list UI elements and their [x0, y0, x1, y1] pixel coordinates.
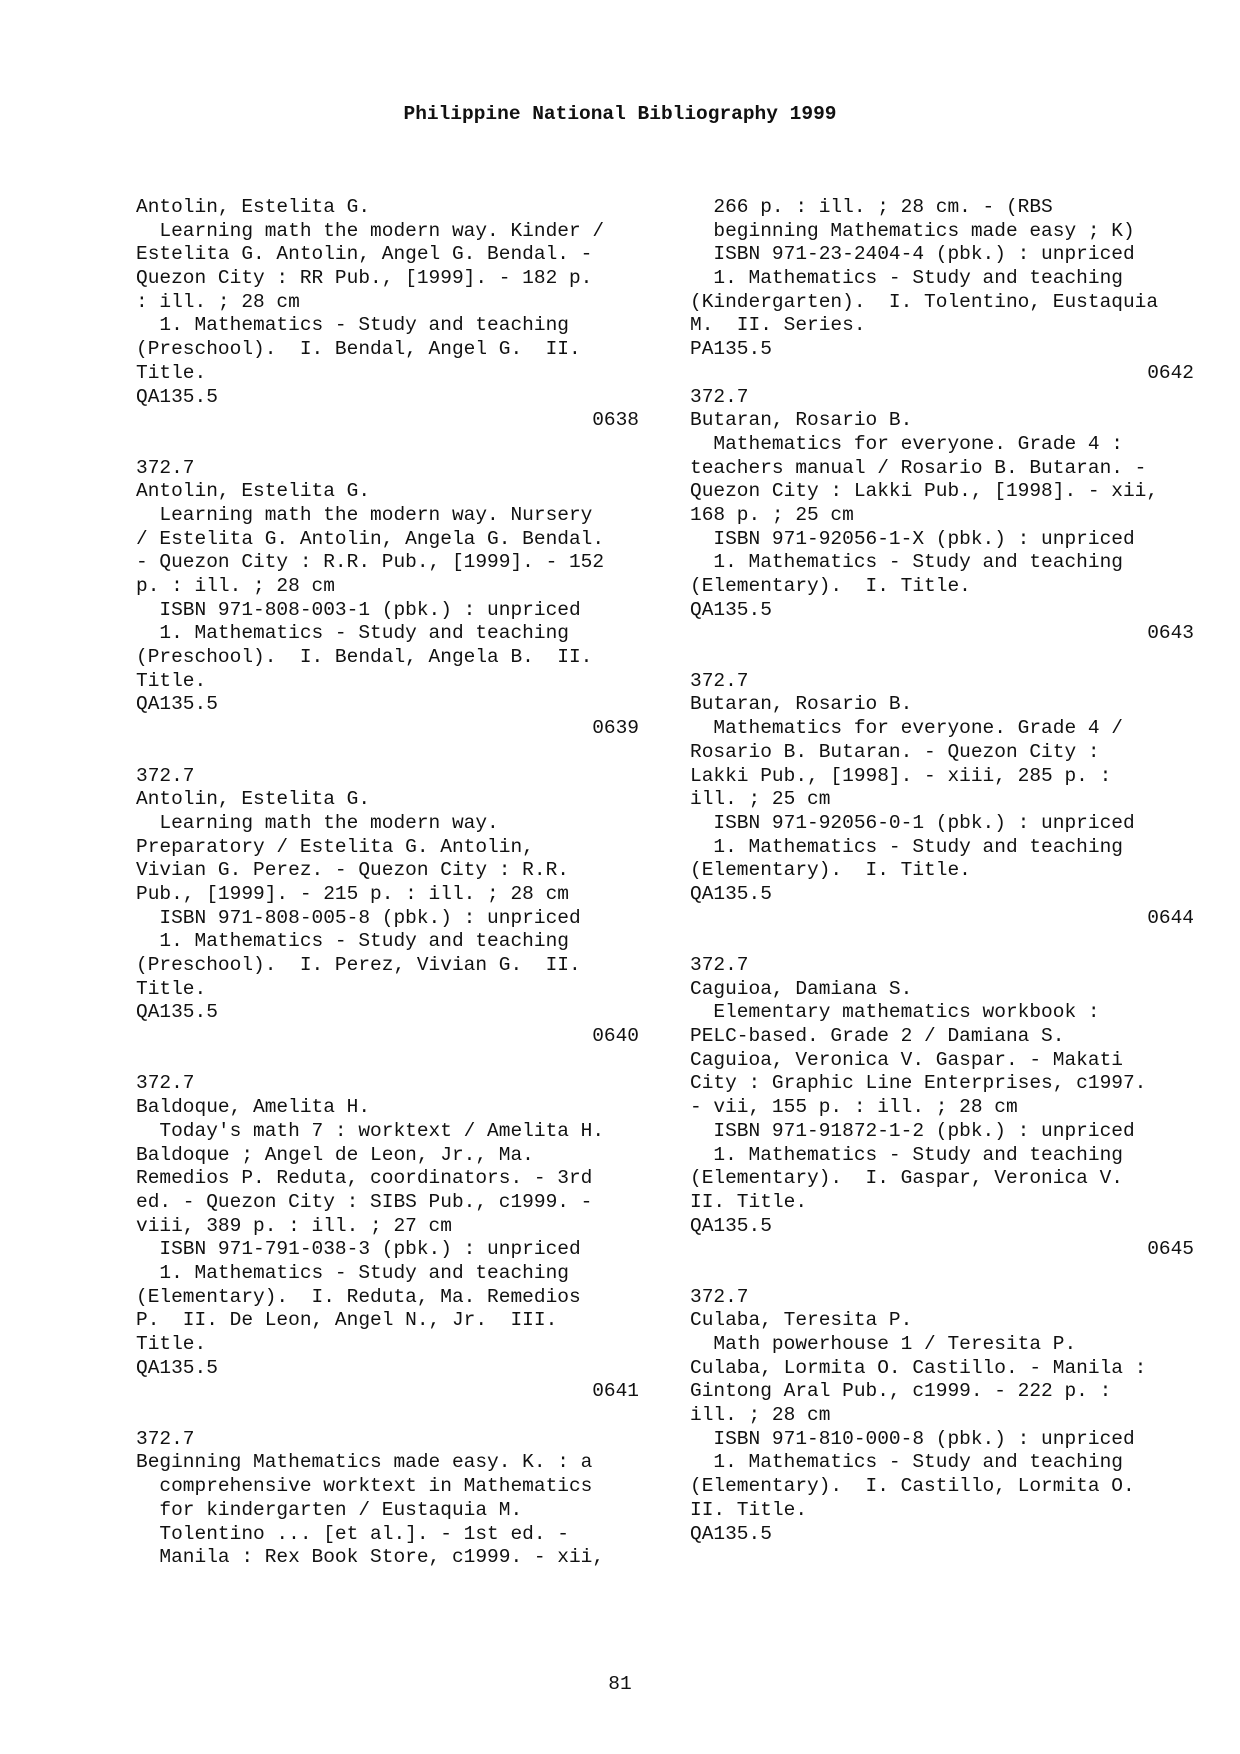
- entry-line: - Quezon City : R.R. Pub., [1999]. - 152: [136, 551, 605, 574]
- entry-line: for kindergarten / Eustaquia M.: [136, 1498, 523, 1521]
- entry-line: Pub., [1999]. - 215 p. : ill. ; 28 cm: [136, 882, 569, 905]
- entry-line: ISBN 971-808-005-8 (pbk.) : unpriced: [136, 906, 581, 929]
- entry-line: Elementary mathematics workbook :: [690, 1001, 1100, 1024]
- entry-line: Learning math the modern way.: [136, 811, 499, 834]
- entry-line: PELC-based. Grade 2 / Damiana S.: [690, 1025, 1065, 1048]
- entry-line: Preparatory / Estelita G. Antolin,: [136, 835, 534, 858]
- entry-line: ISBN 971-92056-0-1 (pbk.) : unpriced: [690, 811, 1135, 834]
- blank-line: [136, 1049, 656, 1073]
- entry-line: Remedios P. Reduta, coordinators. - 3rd: [136, 1167, 593, 1190]
- entry-line: 168 p. ; 25 cm: [690, 503, 854, 526]
- entry-line: Baldoque ; Angel de Leon, Jr., Ma.: [136, 1143, 534, 1166]
- entry-line: QA135.5: [136, 1356, 218, 1379]
- entry-line: QA135.5: [136, 1001, 218, 1024]
- entry-line: Gintong Aral Pub., c1999. - 222 p. :: [690, 1380, 1112, 1403]
- entry-line: (Elementary). I. Title.: [690, 575, 971, 597]
- entry-line: Vivian G. Perez. - Quezon City : R.R.: [136, 859, 569, 882]
- entry-line: 1. Mathematics - Study and teaching: [136, 1261, 569, 1284]
- blank-line: [690, 930, 1210, 954]
- entry-line: Learning math the modern way. Nursery: [136, 503, 593, 526]
- entry-line: 1. Mathematics - Study and teaching: [136, 314, 569, 337]
- entry-line: Lakki Pub., [1998]. - xiii, 285 p. :: [690, 764, 1112, 787]
- entry-line: Quezon City : Lakki Pub., [1998]. - xii,: [690, 480, 1159, 503]
- entry-line: (Elementary). I. Gaspar, Veronica V.: [690, 1167, 1123, 1190]
- blank-line: [136, 741, 656, 765]
- entry-line: comprehensive worktext in Mathematics: [136, 1475, 593, 1498]
- entry-line: Beginning Mathematics made easy. K. : a: [136, 1451, 593, 1474]
- entry-line: QA135.5: [690, 882, 772, 905]
- entry-number: 0639: [592, 717, 639, 740]
- entry-line: II. Title.: [690, 1190, 808, 1213]
- entry-line: 1. Mathematics - Study and teaching: [136, 930, 569, 953]
- entry-line: Butaran, Rosario B.: [690, 409, 913, 432]
- left-column: [136, 196, 656, 1570]
- entry-line: Today's math 7 : worktext / Amelita H.: [136, 1119, 605, 1142]
- entry-line: Rosario B. Butaran. - Quezon City :: [690, 740, 1100, 763]
- entry-line: ISBN 971-808-003-1 (pbk.) : unpriced: [136, 598, 581, 621]
- entry-line: 1. Mathematics - Study and teaching: [136, 622, 569, 645]
- entry-line: Butaran, Rosario B.: [690, 693, 913, 716]
- entry-number: 0642: [1147, 361, 1194, 384]
- entry-line: 372.7: [136, 456, 195, 479]
- right-column: [690, 196, 1210, 1546]
- entry-line: M. II. Series.: [690, 314, 866, 337]
- entry-line: Baldoque, Amelita H.: [136, 1096, 371, 1119]
- entry-line: ISBN 971-91872-1-2 (pbk.) : unpriced: [690, 1119, 1135, 1142]
- entry-line: Title.: [136, 1333, 207, 1355]
- entry-line: 372.7: [690, 669, 749, 692]
- entry-line: 372.7: [136, 764, 195, 787]
- entry-line: Math powerhouse 1 / Teresita P.: [690, 1333, 1077, 1355]
- entry-line: Mathematics for everyone. Grade 4 :: [690, 432, 1123, 455]
- entry-line: ill. ; 28 cm: [690, 1404, 831, 1427]
- entry-line: Culaba, Teresita P.: [690, 1309, 913, 1332]
- entry-number: 0643: [1147, 622, 1194, 645]
- entry-number: 0638: [592, 409, 639, 432]
- entry-line: 372.7: [690, 385, 749, 408]
- entry-line: 1. Mathematics - Study and teaching: [690, 551, 1123, 574]
- entry-number: 0644: [1147, 906, 1194, 929]
- entry-line: P. II. De Leon, Angel N., Jr. III.: [136, 1309, 558, 1332]
- page-title: Philippine National Bibliography 1999: [403, 103, 837, 125]
- entry-number: 0645: [1147, 1238, 1194, 1261]
- entry-line: ISBN 971-92056-1-X (pbk.) : unpriced: [690, 527, 1135, 550]
- entry-line: - vii, 155 p. : ill. ; 28 cm: [690, 1096, 1018, 1119]
- entry-line: 1. Mathematics - Study and teaching: [690, 835, 1123, 858]
- entry-line: 1. Mathematics - Study and teaching: [690, 1451, 1123, 1474]
- entry-line: ill. ; 25 cm: [690, 788, 831, 811]
- entry-line: 1. Mathematics - Study and teaching: [690, 1143, 1123, 1166]
- entry-line: (Preschool). I. Perez, Vivian G. II.: [136, 954, 581, 976]
- entry-line: City : Graphic Line Enterprises, c1997.: [690, 1072, 1147, 1095]
- entry-line: 372.7: [690, 1285, 749, 1308]
- entry-line: QA135.5: [690, 1522, 772, 1545]
- entry-line: Manila : Rex Book Store, c1999. - xii,: [136, 1546, 605, 1569]
- entry-line: 372.7: [136, 1427, 195, 1450]
- entry-line: QA135.5: [136, 693, 218, 716]
- page-number: 81: [608, 1673, 632, 1695]
- entry-line: Tolentino ... [et al.]. - 1st ed. -: [136, 1522, 569, 1545]
- entry-line: Title.: [136, 669, 207, 692]
- entry-number: 0641: [592, 1380, 639, 1403]
- entry-line: 372.7: [136, 1072, 195, 1095]
- entry-line: ISBN 971-791-038-3 (pbk.) : unpriced: [136, 1238, 581, 1261]
- entry-line: Antolin, Estelita G.: [136, 788, 371, 811]
- entry-line: : ill. ; 28 cm: [136, 290, 300, 313]
- entry-line: ed. - Quezon City : SIBS Pub., c1999. -: [136, 1190, 593, 1213]
- entry-line: PA135.5: [690, 338, 772, 361]
- entry-line: viii, 389 p. : ill. ; 27 cm: [136, 1214, 452, 1237]
- entry-line: Antolin, Estelita G.: [136, 480, 371, 503]
- entry-line: / Estelita G. Antolin, Angela G. Bendal.: [136, 527, 605, 550]
- entry-line: Mathematics for everyone. Grade 4 /: [690, 717, 1123, 740]
- entry-line: QA135.5: [690, 598, 772, 621]
- entry-line: Estelita G. Antolin, Angel G. Bendal. -: [136, 243, 593, 266]
- entry-line: (Elementary). I. Title.: [690, 859, 971, 882]
- entry-line: Caguioa, Damiana S.: [690, 977, 913, 1000]
- entry-line: (Preschool). I. Bendal, Angel G. II.: [136, 338, 581, 361]
- entry-line: Learning math the modern way. Kinder /: [136, 219, 605, 242]
- blank-line: [136, 1404, 656, 1428]
- entry-line: (Kindergarten). I. Tolentino, Eustaquia: [690, 290, 1159, 313]
- blank-line: [136, 433, 656, 457]
- entry-line: Title.: [136, 361, 207, 384]
- entry-line: beginning Mathematics made easy ; K): [690, 219, 1135, 242]
- entry-line: (Elementary). I. Reduta, Ma. Remedios: [136, 1285, 581, 1308]
- entry-line: QA135.5: [136, 385, 218, 408]
- entry-line: ISBN 971-810-000-8 (pbk.) : unpriced: [690, 1427, 1135, 1450]
- blank-line: [690, 1262, 1210, 1286]
- entry-line: (Preschool). I. Bendal, Angela B. II.: [136, 646, 593, 669]
- entry-line: Title.: [136, 977, 207, 1000]
- entry-line: QA135.5: [690, 1214, 772, 1237]
- entry-line: (Elementary). I. Castillo, Lormita O.: [690, 1475, 1135, 1498]
- entry-line: II. Title.: [690, 1498, 808, 1521]
- entry-line: 1. Mathematics - Study and teaching: [690, 267, 1123, 290]
- entry-line: p. : ill. ; 28 cm: [136, 575, 335, 597]
- blank-line: [690, 646, 1210, 670]
- entry-line: Culaba, Lormita O. Castillo. - Manila :: [690, 1356, 1147, 1379]
- entry-line: Quezon City : RR Pub., [1999]. - 182 p.: [136, 267, 593, 290]
- entry-line: ISBN 971-23-2404-4 (pbk.) : unpriced: [690, 243, 1135, 266]
- entry-line: Caguioa, Veronica V. Gaspar. - Makati: [690, 1048, 1123, 1071]
- entry-line: teachers manual / Rosario B. Butaran. -: [690, 456, 1147, 479]
- entry-number: 0640: [592, 1025, 639, 1048]
- entry-line: 372.7: [690, 954, 749, 976]
- entry-line: Antolin, Estelita G.: [136, 196, 371, 218]
- entry-line: 266 p. : ill. ; 28 cm. - (RBS: [690, 196, 1053, 218]
